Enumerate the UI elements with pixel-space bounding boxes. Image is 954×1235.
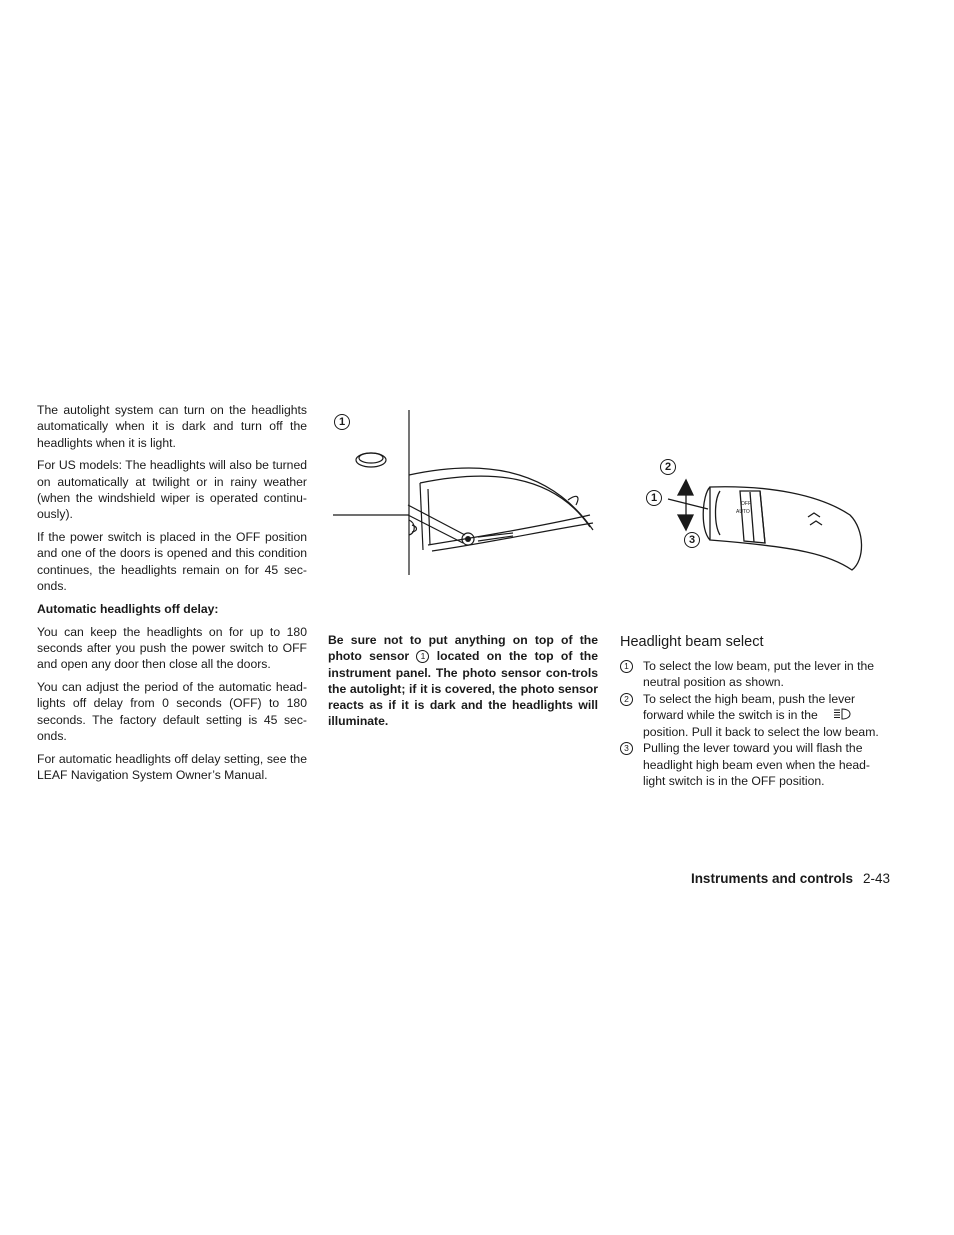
section-title: Instruments and controls	[690, 871, 853, 886]
list-item: 2 To select the high beam, push the lever forward while the switch is in the position. Pull it back to select the low beam.	[620, 691, 890, 740]
photo-sensor-warning: Be sure not to put anything on top of the photo sensor 1 located on the top of the instrument panel. The photo sensor con-trols the autolight; if it is covered, the photo sensor reacts as if it is dark and the headlights will illuminate.	[328, 633, 598, 729]
photo-sensor-illustration	[328, 405, 603, 575]
page-footer	[600, 871, 890, 886]
beam-select-heading: Headlight beam select	[620, 634, 764, 650]
left-column	[37, 402, 307, 790]
us-models-note: For US models: The headlights will also be turned on automatically at twilight or in rainy weather (when the windshield wiper is operated continu-ously).	[37, 458, 307, 522]
headlight-lever-illustration	[620, 455, 880, 580]
off-delay-setting-para: For automatic headlights off delay setting, see the LEAF Navigation System Owner’s Manual.	[37, 751, 307, 782]
lever-body	[710, 487, 862, 570]
switch-label-off: OFF	[741, 501, 751, 507]
off-delay-adjust-para: You can adjust the period of the automatic head-lights off delay from 0 seconds (OFF) to 180 seconds. The factory default setting is 45 sec-onds.	[37, 679, 307, 743]
page-number: 2-43	[862, 871, 890, 886]
switch-label-auto: AUTO	[736, 509, 750, 515]
sensor-callout	[334, 412, 350, 430]
off-delay-subheading: Automatic headlights off delay:	[37, 601, 219, 616]
middle-column	[328, 632, 598, 736]
callout-1: 1	[334, 414, 350, 430]
power-off-note: If the power switch is placed in the OFF position and one of the doors is opened and this condition continues, the headlights remain on for 45 sec-onds.	[37, 530, 307, 593]
right-column	[620, 632, 890, 790]
lever-callout-3: 3	[684, 530, 700, 548]
high-beam-icon	[833, 708, 851, 720]
lever-callout-2: 2	[660, 457, 676, 475]
list-item: 1 To select the low beam, put the lever in the neutral position as shown.	[620, 658, 890, 691]
off-delay-para: You can keep the headlights on for up to 180 seconds after you push the power switch to OFF and open any door then close all the doors.	[37, 624, 307, 672]
lever-callout-1: 1	[646, 488, 662, 506]
autolight-intro: The autolight system can turn on the headlights automatically when it is dark and turn off the headlights when it is light.	[37, 403, 307, 450]
inline-callout-1: 1	[416, 650, 429, 663]
list-item: 3 Pulling the lever toward you will flash the headlight high beam even when the head-light switch is in the OFF position.	[620, 740, 890, 789]
